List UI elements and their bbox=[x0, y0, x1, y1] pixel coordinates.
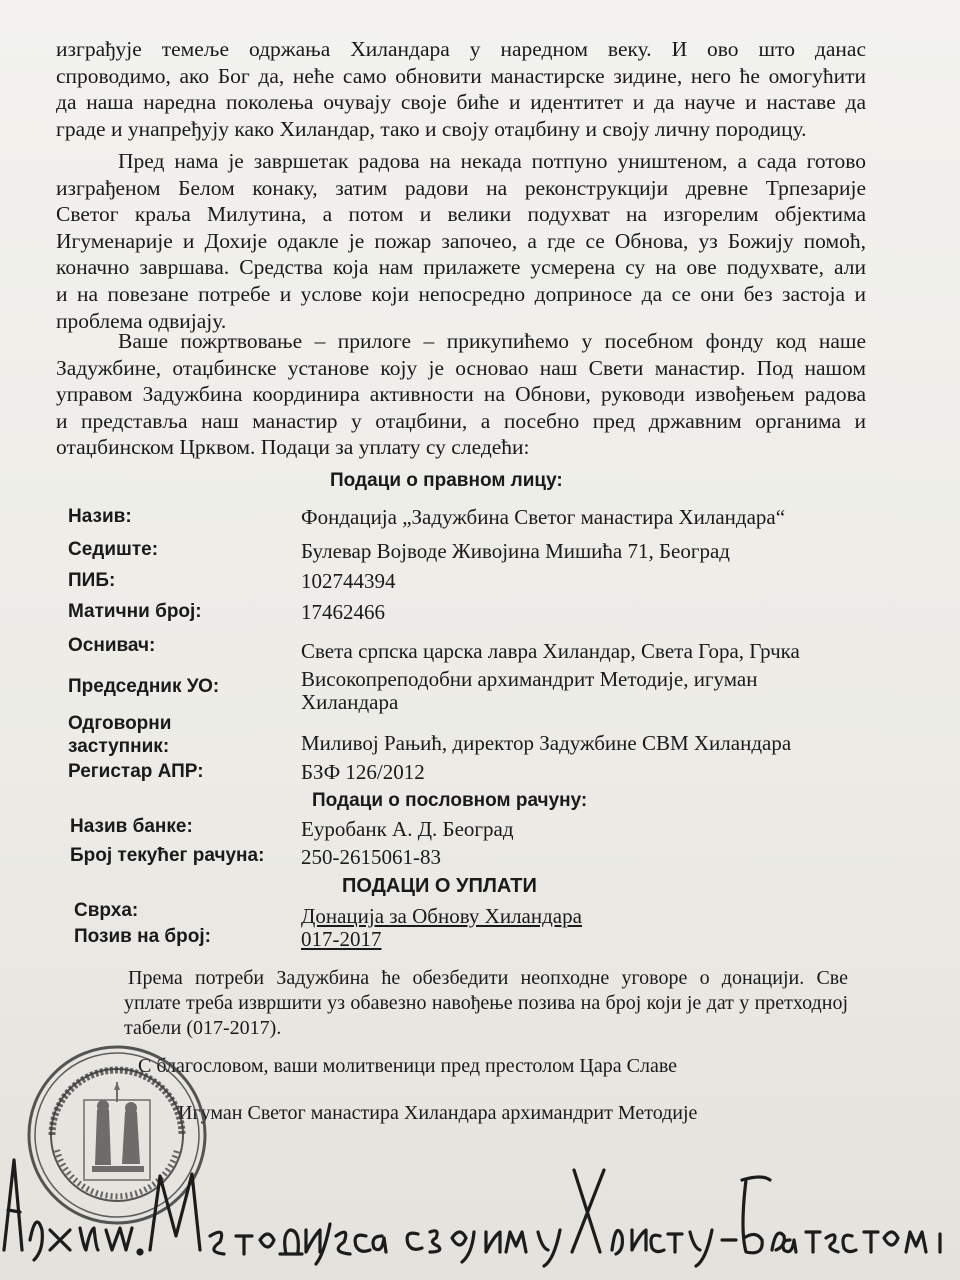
registration-number-label: Матични број: bbox=[68, 601, 202, 622]
handwritten-signature bbox=[0, 1140, 960, 1280]
name-value: Фондација „Задужбина Светог манастира Хиландара“ bbox=[301, 505, 786, 529]
bank-name-label: Назив банке: bbox=[70, 816, 193, 837]
text-line: Светог краља Милутина, а потом и велики подухват на изгорелим објектима bbox=[56, 202, 866, 227]
apr-register-value: БЗФ 126/2012 bbox=[301, 760, 425, 784]
founder-value: Света српска царска лавра Хиландар, Света Гора, Грчка bbox=[301, 639, 800, 663]
text-line: изграђује темеље одржања Хиландара у наредном веку. И ово што данас bbox=[56, 37, 866, 61]
account-number-label: Број текућег рачуна: bbox=[70, 845, 265, 866]
text-line: да наша наредна поколења очувају своје биће и идентитет и да науче и наставе да bbox=[56, 90, 866, 115]
blessing-line: С благословом, ваши молитвеници пред престолом Цара Славе bbox=[138, 1055, 678, 1077]
registration-number-value: 17462466 bbox=[301, 600, 385, 624]
representative-value: Миливој Рањић, директор Задужбине СВМ Хиландара bbox=[301, 731, 792, 755]
works-paragraph bbox=[56, 148, 866, 334]
signatory-line: Игуман Светог манастира Хиландара архимандрит Методије bbox=[178, 1102, 698, 1124]
text-line: Пред нама је завршетак радова на некада потпуно уништеном, а сада готово bbox=[118, 149, 866, 173]
text-line: изграђеном Белом конаку, затим радови на реконструкцији древне Трпезарије bbox=[56, 175, 866, 200]
account-number-value: 250-2615061-83 bbox=[301, 845, 441, 869]
pib-value: 102744394 bbox=[301, 569, 396, 593]
representative-label: Одговорни bbox=[68, 713, 172, 734]
text-line: коначно завршава. Средства која нам прилажете усмерена су на ове подухвате, али bbox=[56, 255, 866, 280]
text-line: и на повезане потребе и услове који непосредно доприносе да се они без застоја и bbox=[56, 281, 866, 306]
text-line: и представља наш манастир у отаџбини, а посебно пред државним органима и bbox=[56, 408, 866, 433]
text-line: табели (017-2017). bbox=[124, 1017, 282, 1039]
representative-label-cont: заступник: bbox=[68, 736, 170, 757]
text-line: спроводимо, ако Бог да, неће само обновити манастирске зидине, него ће омогућити bbox=[56, 63, 866, 88]
board-president-value-cont: Хиландара bbox=[301, 690, 399, 714]
text-line: отаџбинском Црквом. Подаци за уплату су следећи: bbox=[56, 435, 530, 460]
payment-heading: ПОДАЦИ О УПЛАТИ bbox=[342, 875, 537, 897]
board-president-value: Високопреподобни архимандрит Методије, игуман bbox=[301, 667, 758, 691]
text-line: Ваше пожртвовање – прилоге – прикупићемо у посебном фонду код наше bbox=[118, 329, 866, 353]
bank-account-heading: Подаци о пословном рачуну: bbox=[312, 790, 588, 811]
reference-number-label: Позив на број: bbox=[74, 926, 211, 947]
fund-paragraph bbox=[56, 328, 866, 461]
legal-entity-heading: Подаци о правном лицу: bbox=[330, 470, 563, 491]
text-line: граде и унапређују како Хиландар, тако и своју отаџбину и своју личну породицу. bbox=[56, 116, 807, 141]
text-line: проблема одвијају. bbox=[56, 308, 227, 333]
purpose-value: Донација за Обнову Хиландара bbox=[301, 904, 582, 928]
apr-register-label: Регистар АПР: bbox=[68, 761, 204, 782]
text-line: Према потреби Задужбина ће обезбедити неопходне уговоре о донацији. Све bbox=[128, 967, 848, 989]
intro-paragraph bbox=[56, 36, 866, 142]
seat-value: Булевар Војводе Живојина Мишића 71, Београд bbox=[301, 539, 730, 563]
bank-name-value: Еуробанк А. Д. Београд bbox=[301, 817, 514, 841]
text-line: уплате треба извршити уз обавезно навођење позива на број који је дат у претходној bbox=[124, 992, 848, 1014]
pib-label: ПИБ: bbox=[68, 570, 116, 591]
seat-label: Седиште: bbox=[68, 539, 159, 560]
text-line: Игуменарије и Дохије одакле је пожар започео, а где се Обнова, уз Божију помоћ, bbox=[56, 228, 866, 253]
closing-paragraph bbox=[124, 966, 848, 1041]
name-label: Назив: bbox=[68, 506, 132, 527]
founder-label: Оснивач: bbox=[68, 635, 156, 656]
board-president-label: Председник УО: bbox=[68, 676, 220, 697]
purpose-label: Сврха: bbox=[74, 900, 139, 921]
text-line: Задужбине, отаџбинске установе коју је основао наш Свети манастир. Под нашом bbox=[56, 355, 866, 380]
text-line: управом Задужбина координира активности на Обнови, руководи извођењем радова bbox=[56, 382, 866, 407]
reference-number-value: 017-2017 bbox=[301, 927, 382, 951]
